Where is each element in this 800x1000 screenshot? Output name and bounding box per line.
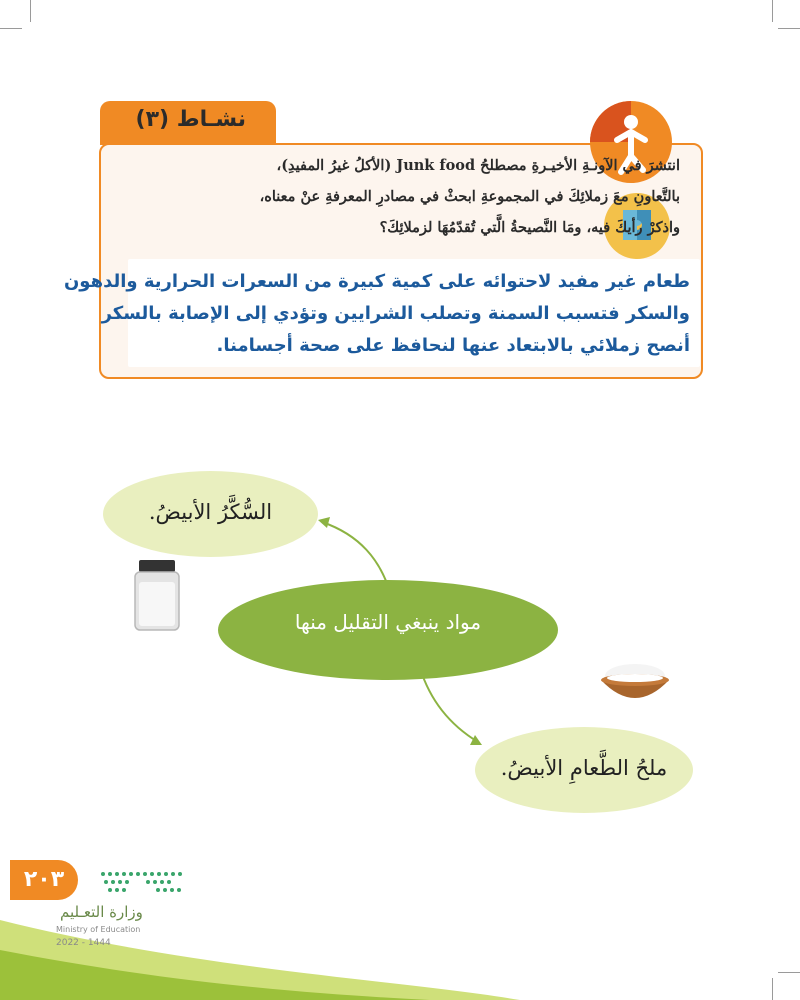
ministry-name-arabic: وزارة التعـليم bbox=[60, 903, 143, 921]
node-sugar-label: السُّكَّرُ الأبيضُ. bbox=[148, 500, 273, 524]
page-number: ٢٠٣ bbox=[10, 860, 78, 900]
prompt-line: انتشرَ في الآونـةِ الأخيـرةِ مصطلحُ Junk food (الأكلُ غيرُ المفيدِ)، bbox=[276, 157, 680, 174]
arrowhead-icon bbox=[318, 517, 330, 528]
node-salt-label: ملحُ الطَّعامِ الأبيضُ. bbox=[500, 756, 668, 780]
prompt-line: بالتَّعاونِ معَ زملائِكَ في المجموعةِ ابحثْ في مصادرِ المعرفةِ عنْ معناه، bbox=[259, 188, 680, 205]
ministry-logo-icon bbox=[98, 866, 190, 896]
answer-line: والسكر فتسبب السمنة وتصلب الشرايين وتؤدي إلى الإصابة بالسكر bbox=[101, 303, 690, 324]
answer-line: طعام غير مفيد لاحتوائه على كمية كبيرة من السعرات الحرارية والدهون bbox=[63, 271, 690, 292]
ministry-name-english: Ministry of Education bbox=[56, 925, 141, 934]
prompt-line: واذكرْ رأيكَ فيه، ومَا النَّصيحةُ الَّتي تُقدّمُهَا لزملائِكَ؟ bbox=[379, 219, 680, 236]
sugar-jar-image bbox=[133, 560, 181, 632]
activity-title: نشـاط (٣) bbox=[135, 107, 246, 132]
arrowhead-icon bbox=[470, 735, 482, 745]
center-label: مواد ينبغي التقليل منها bbox=[294, 610, 482, 634]
answer-line: أنصح زملائي بالابتعاد عنها لنحافظ على صحة أجسامنا. bbox=[216, 335, 690, 356]
salt-bowl-image bbox=[597, 658, 673, 706]
ministry-year: 2022 - 1444 bbox=[56, 938, 111, 948]
